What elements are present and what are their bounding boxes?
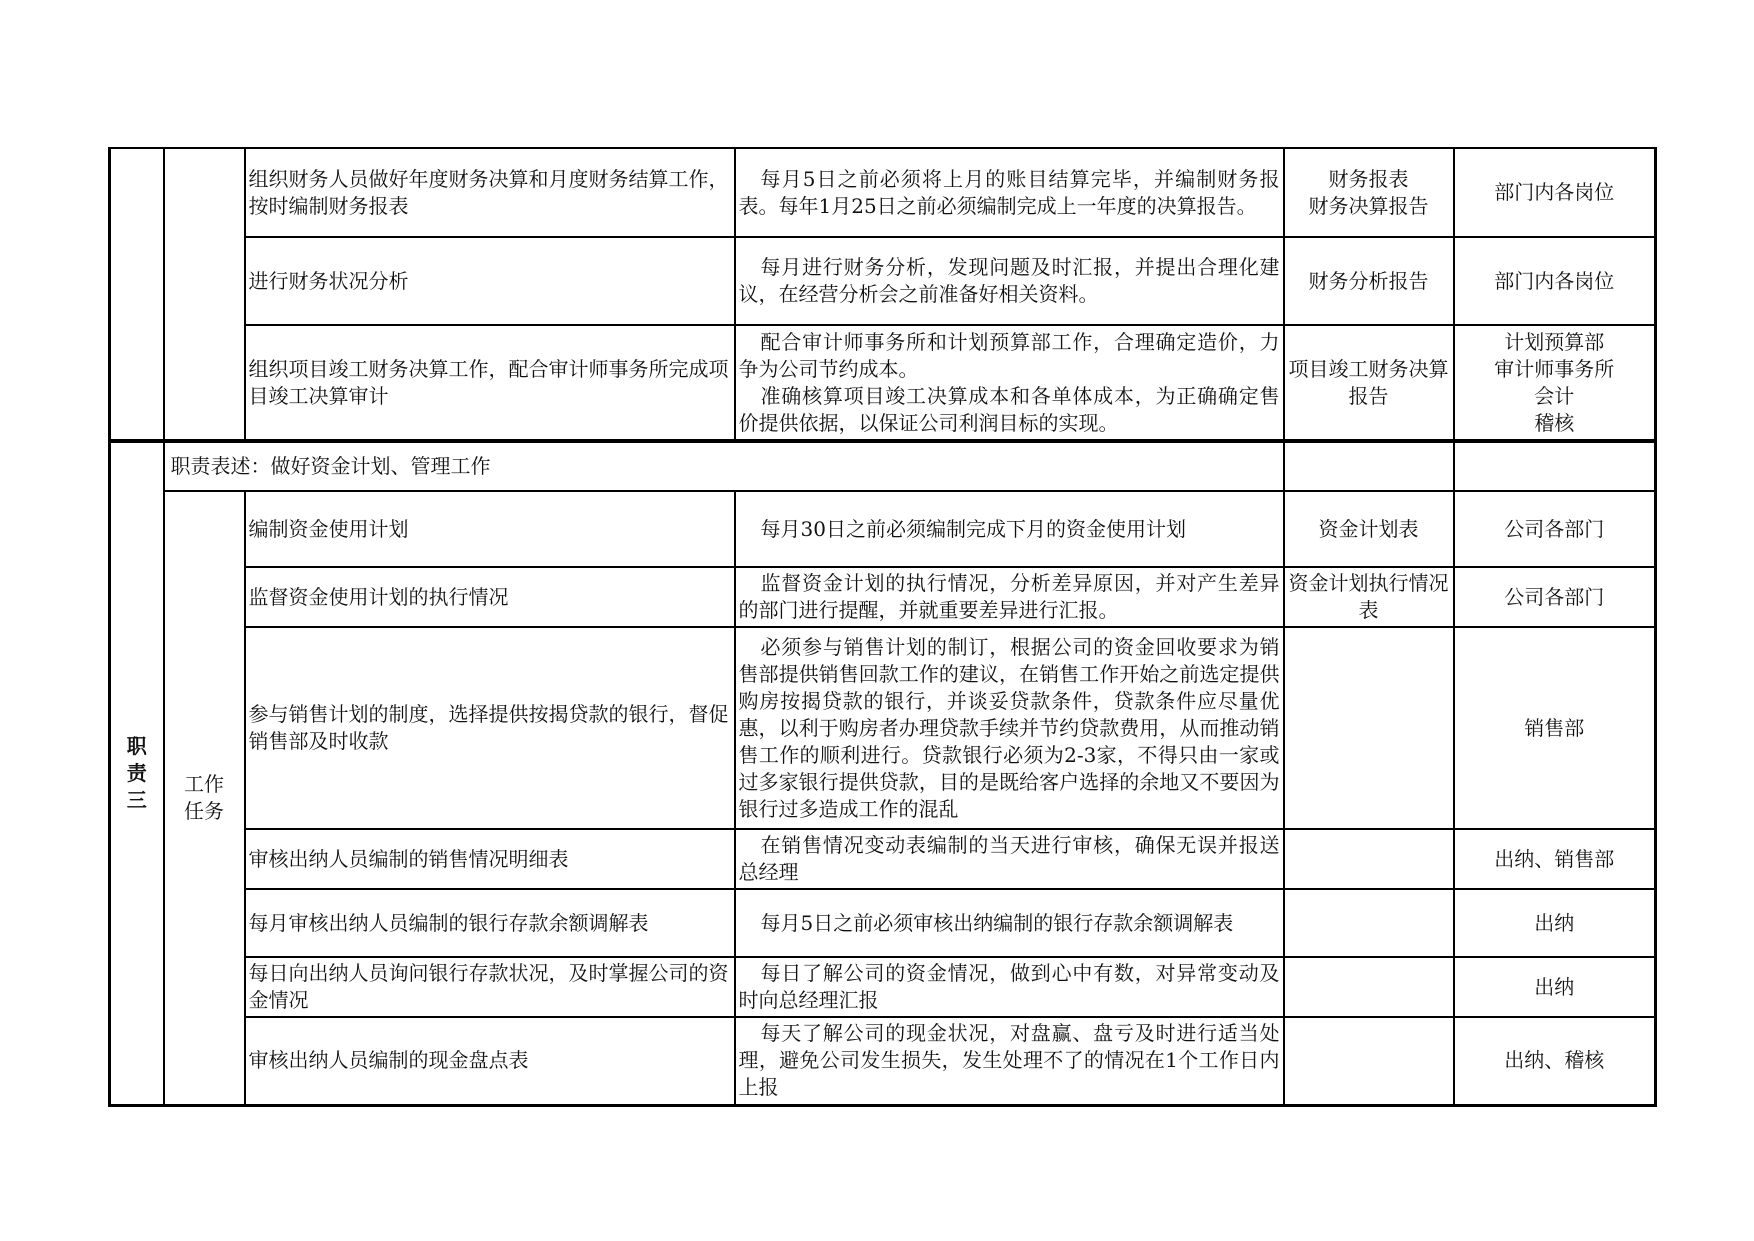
table-row (110, 829, 1656, 889)
duty-label-char: 三 (126, 787, 147, 812)
task-cell: 审核出纳人员编制的现金盘点表 (245, 1017, 735, 1105)
cooperation-line: 部门内各岗位 (1494, 180, 1615, 204)
prev-duty-label-cell (110, 148, 164, 441)
output-cell (1284, 1017, 1454, 1105)
table-row (110, 567, 1656, 627)
standard-line: 准确核算项目竣工决算成本和各单体成本，为正确确定售价提供依据，以保证公司利润目标的实现。 (738, 383, 1280, 435)
task-cell: 组织财务人员做好年度财务决算和月度财务结算工作，按时编制财务报表 (245, 148, 735, 237)
table-row (110, 627, 1656, 829)
cooperation-cell (1454, 148, 1656, 237)
cooperation-line: 稽核 (1534, 410, 1575, 435)
standard-cell: 监督资金计划的执行情况，分析差异原因，并对产生差异的部门进行提醒，并就重要差异进行汇报。 (735, 567, 1284, 627)
cooperation-cell: 公司各部门 (1454, 491, 1656, 567)
output-cell (1284, 829, 1454, 889)
table-row (110, 889, 1656, 957)
output-cell: 资金计划执行情况表 (1284, 567, 1454, 627)
work-label-line: 工作 (184, 771, 224, 796)
table-row (110, 237, 1656, 325)
duty-label-char: 责 (126, 760, 147, 785)
standard-cell: 每月5日之前必须审核出纳编制的银行存款余额调解表 (735, 889, 1284, 957)
cooperation-cell: 出纳 (1454, 957, 1656, 1017)
prev-work-label-cell (164, 148, 245, 441)
task-cell: 参与销售计划的制度，选择提供按揭贷款的银行，督促销售部及时收款 (245, 627, 735, 829)
table-row (110, 957, 1656, 1017)
output-line: 财务决算报告 (1308, 193, 1429, 218)
task-cell: 组织项目竣工财务决算工作，配合审计师事务所完成项目竣工决算审计 (245, 325, 735, 441)
standard-cell: 每日了解公司的资金情况，做到心中有数，对异常变动及时向总经理汇报 (735, 957, 1284, 1017)
cooperation-cell: 出纳、稽核 (1454, 1017, 1656, 1105)
standard-line: 配合审计师事务所和计划预算部工作，合理确定造价，力争为公司节约成本。 (738, 329, 1280, 381)
output-cell (1284, 627, 1454, 829)
standard-cell (735, 325, 1284, 441)
output-line: 财务分析报告 (1308, 268, 1429, 293)
table-row (110, 325, 1656, 441)
cooperation-cell: 销售部 (1454, 627, 1656, 829)
duty-statement: 职责表述：做好资金计划、管理工作 (164, 441, 1284, 491)
output-cell (1284, 237, 1454, 325)
output-line: 财务报表 (1328, 166, 1409, 191)
cooperation-cell: 出纳、销售部 (1454, 829, 1656, 889)
standard-cell: 每天了解公司的现金状况，对盘赢、盘亏及时进行适当处理，避免公司发生损失，发生处理不了的情况在1个工作日内上报 (735, 1017, 1284, 1105)
cooperation-line: 计划预算部 (1504, 329, 1605, 354)
task-cell: 审核出纳人员编制的销售情况明细表 (245, 829, 735, 889)
cooperation-cell: 出纳 (1454, 889, 1656, 957)
cooperation-cell: 公司各部门 (1454, 567, 1656, 627)
output-cell (1284, 889, 1454, 957)
output-cell (1284, 148, 1454, 237)
output-cell: 资金计划表 (1284, 491, 1454, 567)
task-cell: 监督资金使用计划的执行情况 (245, 567, 735, 627)
table-row (110, 1017, 1656, 1105)
cooperation-line: 审计师事务所 (1494, 356, 1615, 381)
duty-table (108, 147, 1657, 1107)
task-cell: 每日向出纳人员询问银行存款状况，及时掌握公司的资金情况 (245, 957, 735, 1017)
output-cell: 项目竣工财务决算报告 (1284, 325, 1454, 441)
task-cell: 编制资金使用计划 (245, 491, 735, 567)
table-row (110, 491, 1656, 567)
standard-cell: 在销售情况变动表编制的当天进行审核，确保无误并报送总经理 (735, 829, 1284, 889)
table-row (110, 148, 1656, 237)
output-cell (1284, 441, 1454, 491)
work-label-line: 任务 (184, 798, 224, 823)
output-cell (1284, 957, 1454, 1017)
standard-cell: 每月5日之前必须将上月的账目结算完毕，并编制财务报表。每年1月25日之前必须编制完成上一年度的决算报告。 (735, 148, 1284, 237)
duty-label-char: 职 (126, 733, 147, 758)
duty-label (110, 441, 164, 1105)
task-cell: 每月审核出纳人员编制的银行存款余额调解表 (245, 889, 735, 957)
cooperation-cell (1454, 237, 1656, 325)
cooperation-cell (1454, 441, 1656, 491)
standard-cell: 每月30日之前必须编制完成下月的资金使用计划 (735, 491, 1284, 567)
standard-cell: 必须参与销售计划的制订，根据公司的资金回收要求为销售部提供销售回款工作的建议，在销售工作开始之前选定提供购房按揭贷款的银行，并谈妥贷款条件，贷款条件应尽量优惠，以利于购房者办理贷款手续并节约贷款费用，从而推动销售工作的顺利进行。贷款银行必须为2-3家，不得只由一家或过多家银行提供贷款，目的是既给客户选择的余地又不要因为银行过多造成工作的混乱 (735, 627, 1284, 829)
cooperation-line: 部门内各岗位 (1494, 268, 1615, 293)
task-cell: 进行财务状况分析 (245, 237, 735, 325)
table-row (110, 441, 1656, 491)
cooperation-cell (1454, 325, 1656, 441)
standard-cell: 每月进行财务分析，发现问题及时汇报，并提出合理化建议，在经营分析会之前准备好相关资料。 (735, 237, 1284, 325)
work-task-label (164, 491, 245, 1105)
cooperation-line: 会计 (1534, 383, 1575, 408)
